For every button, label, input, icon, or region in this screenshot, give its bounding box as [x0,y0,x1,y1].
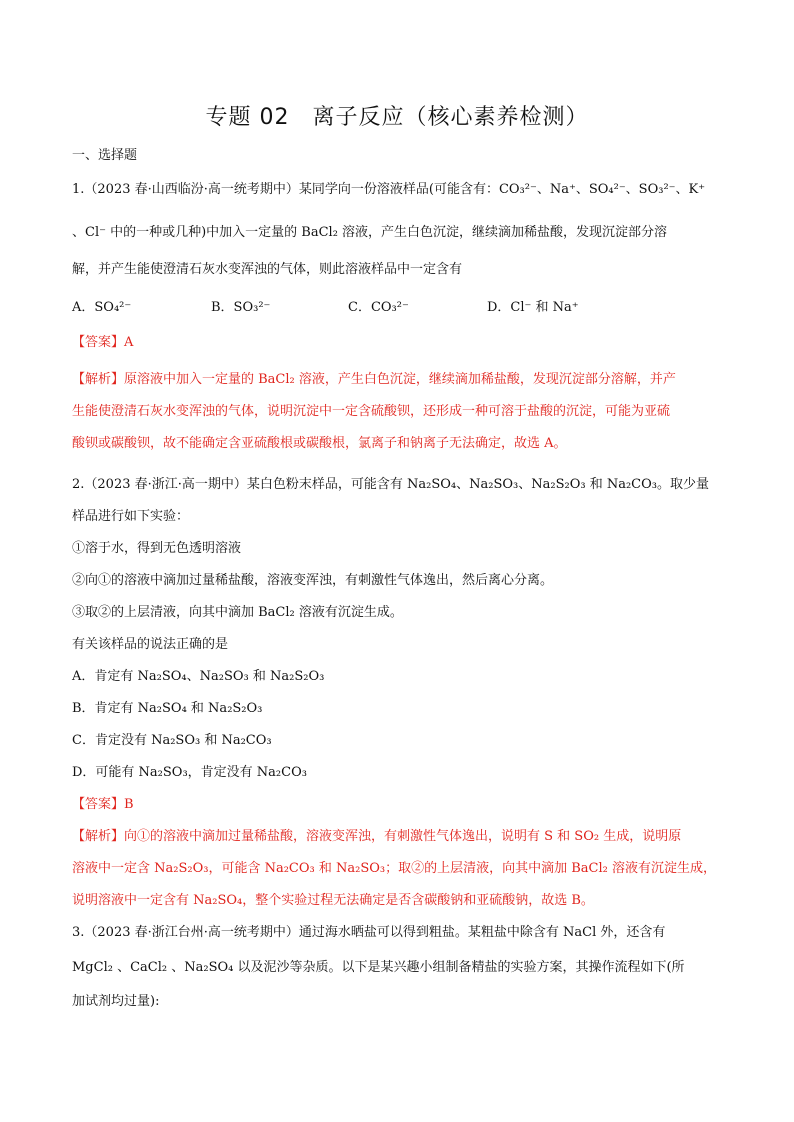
q2-explanation-line3: 说明溶液中一定含有 Na₂SO₄，整个实验过程无法确定是否含碳酸钠和亚硫酸钠，故选 B。 [72,893,594,908]
q3-stem-line3: 加试剂均过量): [72,994,160,1009]
q3-stem-line1: 3.（2023 春·浙江台州·高一统考期中）通过海水晒盐可以得到粗盐。某粗盐中除含有 NaCl 外，还含有 [72,925,666,940]
q1-explanation-line1: 【解析】原溶液中加入一定量的 BaCl₂ 溶液，产生白色沉淀，继续滴加稀盐酸，发现沉淀部分溶解，并产 [72,372,676,387]
q1-option-c: C．CO₃²⁻ [348,300,409,315]
q1-explanation-line2: 生能使澄清石灰水变浑浊的气体，说明沉淀中一定含硫酸钡，还形成一种可溶于盐酸的沉淀，可能为亚硫 [72,404,671,419]
q2-explanation-line2: 溶液中一定含 Na₂S₂O₃，可能含 Na₂CO₃ 和 Na₂SO₃；取②的上层清液，向其中滴加 BaCl₂ 溶液有沉淀生成， [72,861,717,876]
q2-option-a: A．肯定有 Na₂SO₄、Na₂SO₃ 和 Na₂S₂O₃ [72,669,325,684]
page-title: 专题 02 离子反应（核心素养检测） [205,105,589,130]
q2-explanation-line1: 【解析】向①的溶液中滴加过量稀盐酸，溶液变浑浊，有刺激性气体逸出，说明有 S 和 SO₂ 生成，说明原 [72,829,682,844]
q2-step2: ②向①的溶液中滴加过量稀盐酸，溶液变浑浊，有刺激性气体逸出，然后离心分离。 [72,573,554,588]
q1-stem-line2: 、Cl⁻ 中的一种或几种)中加入一定量的 BaCl₂ 溶液，产生白色沉淀，继续滴加稀盐酸，发现沉淀部分溶 [72,225,668,240]
q1-stem-line1: 1.（2023 春·山西临汾·高一统考期中）某同学向一份溶液样品(可能含有：CO₃²⁻、Na⁺、SO₄²⁻、SO₃²⁻、K⁺ [72,182,706,197]
q3-stem-line2: MgCl₂ 、CaCl₂ 、Na₂SO₄ 以及泥沙等杂质。以下是某兴趣小组制备精盐的实验方案，其操作流程如下(所 [72,960,685,975]
section-heading: 一、选择题 [72,148,138,163]
q2-option-d: D．可能有 Na₂SO₃，肯定没有 Na₂CO₃ [72,765,307,780]
q2-stem-line2: 样品进行如下实验： [72,509,190,524]
q2-option-b: B．肯定有 Na₂SO₄ 和 Na₂S₂O₃ [72,701,263,716]
q2-question-stem: 有关该样品的说法正确的是 [72,637,229,652]
q2-option-c: C．肯定没有 Na₂SO₃ 和 Na₂CO₃ [72,733,272,748]
q1-option-a: A．SO₄²⁻ [72,300,132,315]
q1-answer: 【答案】A [72,335,134,350]
q1-option-b: B．SO₃²⁻ [211,300,271,315]
q2-stem-line1: 2.（2023 春·浙江·高一期中）某白色粉末样品，可能含有 Na₂SO₄、Na₂SO₃、Na₂S₂O₃ 和 Na₂CO₃。取少量 [72,477,709,492]
q1-option-d: D．Cl⁻ 和 Na⁺ [487,300,579,315]
q2-step3: ③取②的上层清液，向其中滴加 BaCl₂ 溶液有沉淀生成。 [72,605,403,620]
q1-explanation-line3: 酸钡或碳酸钡，故不能确定含亚硫酸根或碳酸根，氯离子和钠离子无法确定，故选 A。 [72,436,567,451]
q2-answer: 【答案】B [72,797,134,812]
q2-step1: ①溶于水，得到无色透明溶液 [72,541,242,556]
q1-stem-line3: 解，并产生能使澄清石灰水变浑浊的气体，则此溶液样品中一定含有 [72,262,463,277]
